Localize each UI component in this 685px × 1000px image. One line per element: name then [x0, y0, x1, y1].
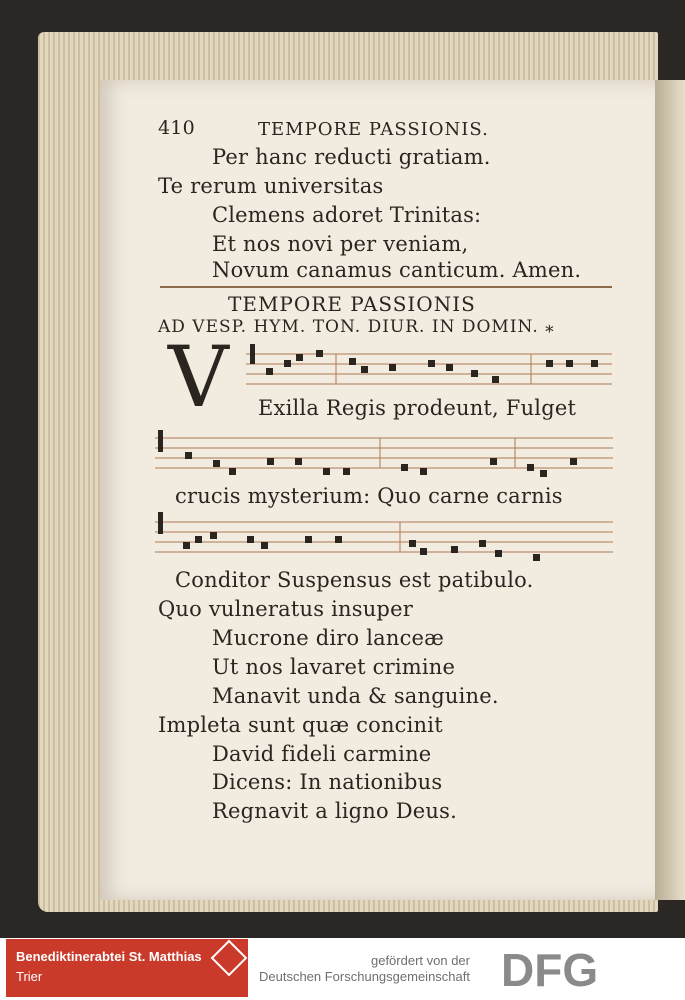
neume — [305, 536, 312, 543]
neume — [335, 536, 342, 543]
lyric-line: crucis mysterium: Quo carne carnis — [175, 484, 563, 508]
neume — [451, 546, 458, 553]
text-line: Te rerum universitas — [158, 174, 384, 198]
text-line: Novum canamus canticum. Amen. — [212, 258, 582, 282]
text-line: Clemens adoret Trinitas: — [212, 203, 482, 227]
verse-line: Regnavit a ligno Deus. — [212, 799, 457, 823]
running-header: TEMPORE PASSIONIS. — [258, 119, 489, 140]
neume — [266, 368, 273, 375]
neume — [492, 376, 499, 383]
neume — [247, 536, 254, 543]
drop-cap-initial: V — [168, 328, 229, 426]
neume — [316, 350, 323, 357]
neume — [401, 464, 408, 471]
neume — [420, 468, 427, 475]
verse-line: Mucrone diro lanceæ — [212, 626, 445, 650]
neume — [533, 554, 540, 561]
music-staff — [155, 510, 615, 570]
lyric-line: Exilla Regis prodeunt, Fulget — [258, 396, 577, 420]
facing-page-edge — [655, 80, 685, 900]
neume — [296, 354, 303, 361]
neume — [409, 540, 416, 547]
verse-line: Manavit unda & sanguine. — [212, 684, 499, 708]
section-divider — [160, 286, 612, 288]
institution-name: Benediktinerabtei St. Matthias — [16, 949, 202, 964]
neume — [195, 536, 202, 543]
neume — [323, 468, 330, 475]
neume — [213, 460, 220, 467]
neume — [343, 468, 350, 475]
institution-banner[interactable] — [6, 939, 248, 997]
neume — [295, 458, 302, 465]
neume — [267, 458, 274, 465]
neume — [428, 360, 435, 367]
neume — [540, 470, 547, 477]
neume — [420, 548, 427, 555]
verse-line: Impleta sunt quæ concinit — [158, 713, 443, 737]
neume — [361, 366, 368, 373]
text-line: Per hanc reducti gratiam. — [212, 145, 491, 169]
neume — [471, 370, 478, 377]
neume — [570, 458, 577, 465]
lyric-line: Conditor Suspensus est patibulo. — [175, 568, 534, 592]
verse-line: Dicens: In nationibus — [212, 770, 443, 794]
funding-line-2: Deutschen Forschungsgemeinschaft — [258, 969, 470, 984]
neume — [389, 364, 396, 371]
neume — [261, 542, 268, 549]
page-number: 410 — [158, 117, 195, 139]
dfg-logo[interactable] — [497, 944, 677, 992]
verse-line: Ut nos lavaret crimine — [212, 655, 456, 679]
abbey-logo-icon — [211, 940, 248, 977]
neume — [229, 468, 236, 475]
neume — [210, 532, 217, 539]
neume — [566, 360, 573, 367]
verse-line: David fideli carmine — [212, 742, 432, 766]
neume — [284, 360, 291, 367]
music-staff — [155, 428, 615, 488]
neume — [446, 364, 453, 371]
verse-line: Quo vulneratus insuper — [158, 597, 413, 621]
text-line: Et nos novi per veniam, — [212, 232, 469, 256]
neume — [490, 458, 497, 465]
section-subtitle: AD VESP. HYM. TON. DIUR. IN DOMIN. ⁎ — [158, 317, 555, 337]
neume — [546, 360, 553, 367]
dfg-logo-text: DFG — [501, 944, 599, 992]
neume — [495, 550, 502, 557]
neume — [185, 452, 192, 459]
neume — [591, 360, 598, 367]
neume — [349, 358, 356, 365]
clef-icon — [250, 344, 255, 364]
neume — [183, 542, 190, 549]
clef-icon — [158, 430, 163, 452]
clef-icon — [158, 512, 163, 534]
funding-line-1: gefördert von der — [370, 953, 470, 968]
neume — [527, 464, 534, 471]
institution-city: Trier — [16, 969, 43, 984]
section-title: TEMPORE PASSIONIS — [228, 292, 476, 316]
neume — [479, 540, 486, 547]
music-staff — [246, 340, 616, 400]
